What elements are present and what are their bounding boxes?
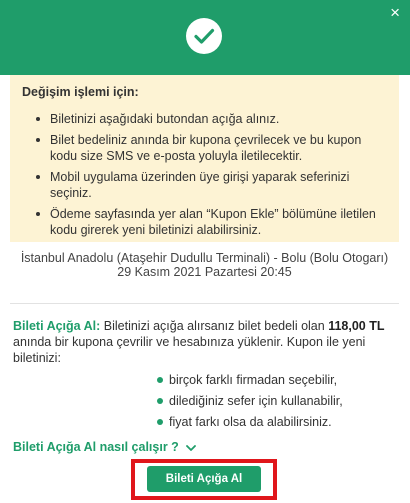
trip-summary	[10, 251, 399, 279]
coupon-options-list	[157, 372, 343, 435]
trip-route: İstanbul Anadolu (Ataşehir Dudullu Terminali) - Bolu (Bolu Otogarı)	[20, 251, 389, 265]
modal-header	[0, 0, 410, 75]
refund-text-before: Biletinizi açığa alırsanız bilet bedeli olan	[100, 319, 329, 333]
refund-text-after: anında bir kupona çevrilir ve hesabınıza yüklenir. Kupon ile yeni biletinizi:	[13, 335, 366, 365]
refund-description	[13, 318, 397, 366]
coupon-option: birçok farklı firmadan seçebilir,	[157, 372, 343, 388]
check-circle-icon	[186, 18, 222, 54]
info-item: Mobil uygulama üzerinden üye girişi yaparak seferinizi seçiniz.	[22, 169, 385, 202]
coupon-option: fiyat farkı olsa da alabilirsiniz.	[157, 414, 343, 430]
how-it-works-link[interactable]	[13, 440, 196, 454]
refund-amount: 118,00 TL	[328, 319, 385, 333]
how-it-works-label: Bileti Açığa Al nasıl çalışır ?	[13, 440, 179, 454]
refund-lead: Bileti Açığa Al:	[13, 319, 101, 333]
coupon-option: dilediğiniz sefer için kullanabilir,	[157, 393, 343, 409]
open-ticket-button[interactable]: Bileti Açığa Al	[147, 466, 261, 492]
info-item: Ödeme sayfasında yer alan “Kupon Ekle” bölümüne iletilen kodu girerek yeni biletinizi alabilirsiniz.	[22, 206, 385, 239]
info-title: Değişim işlemi için:	[22, 85, 139, 99]
divider	[10, 303, 399, 304]
info-item: Biletinizi aşağıdaki butondan açığa alınız.	[22, 111, 385, 128]
info-list	[22, 111, 385, 239]
chevron-down-icon	[186, 444, 196, 452]
info-item: Bilet bedeliniz anında bir kupona çevrilecek ve bu kupon kodu size SMS ve e-posta yoluyla iletilecektir.	[22, 132, 385, 165]
trip-date: 29 Kasım 2021 Pazartesi 20:45	[117, 265, 292, 279]
close-button[interactable]: ×	[390, 3, 400, 22]
exchange-info-box	[10, 75, 399, 242]
